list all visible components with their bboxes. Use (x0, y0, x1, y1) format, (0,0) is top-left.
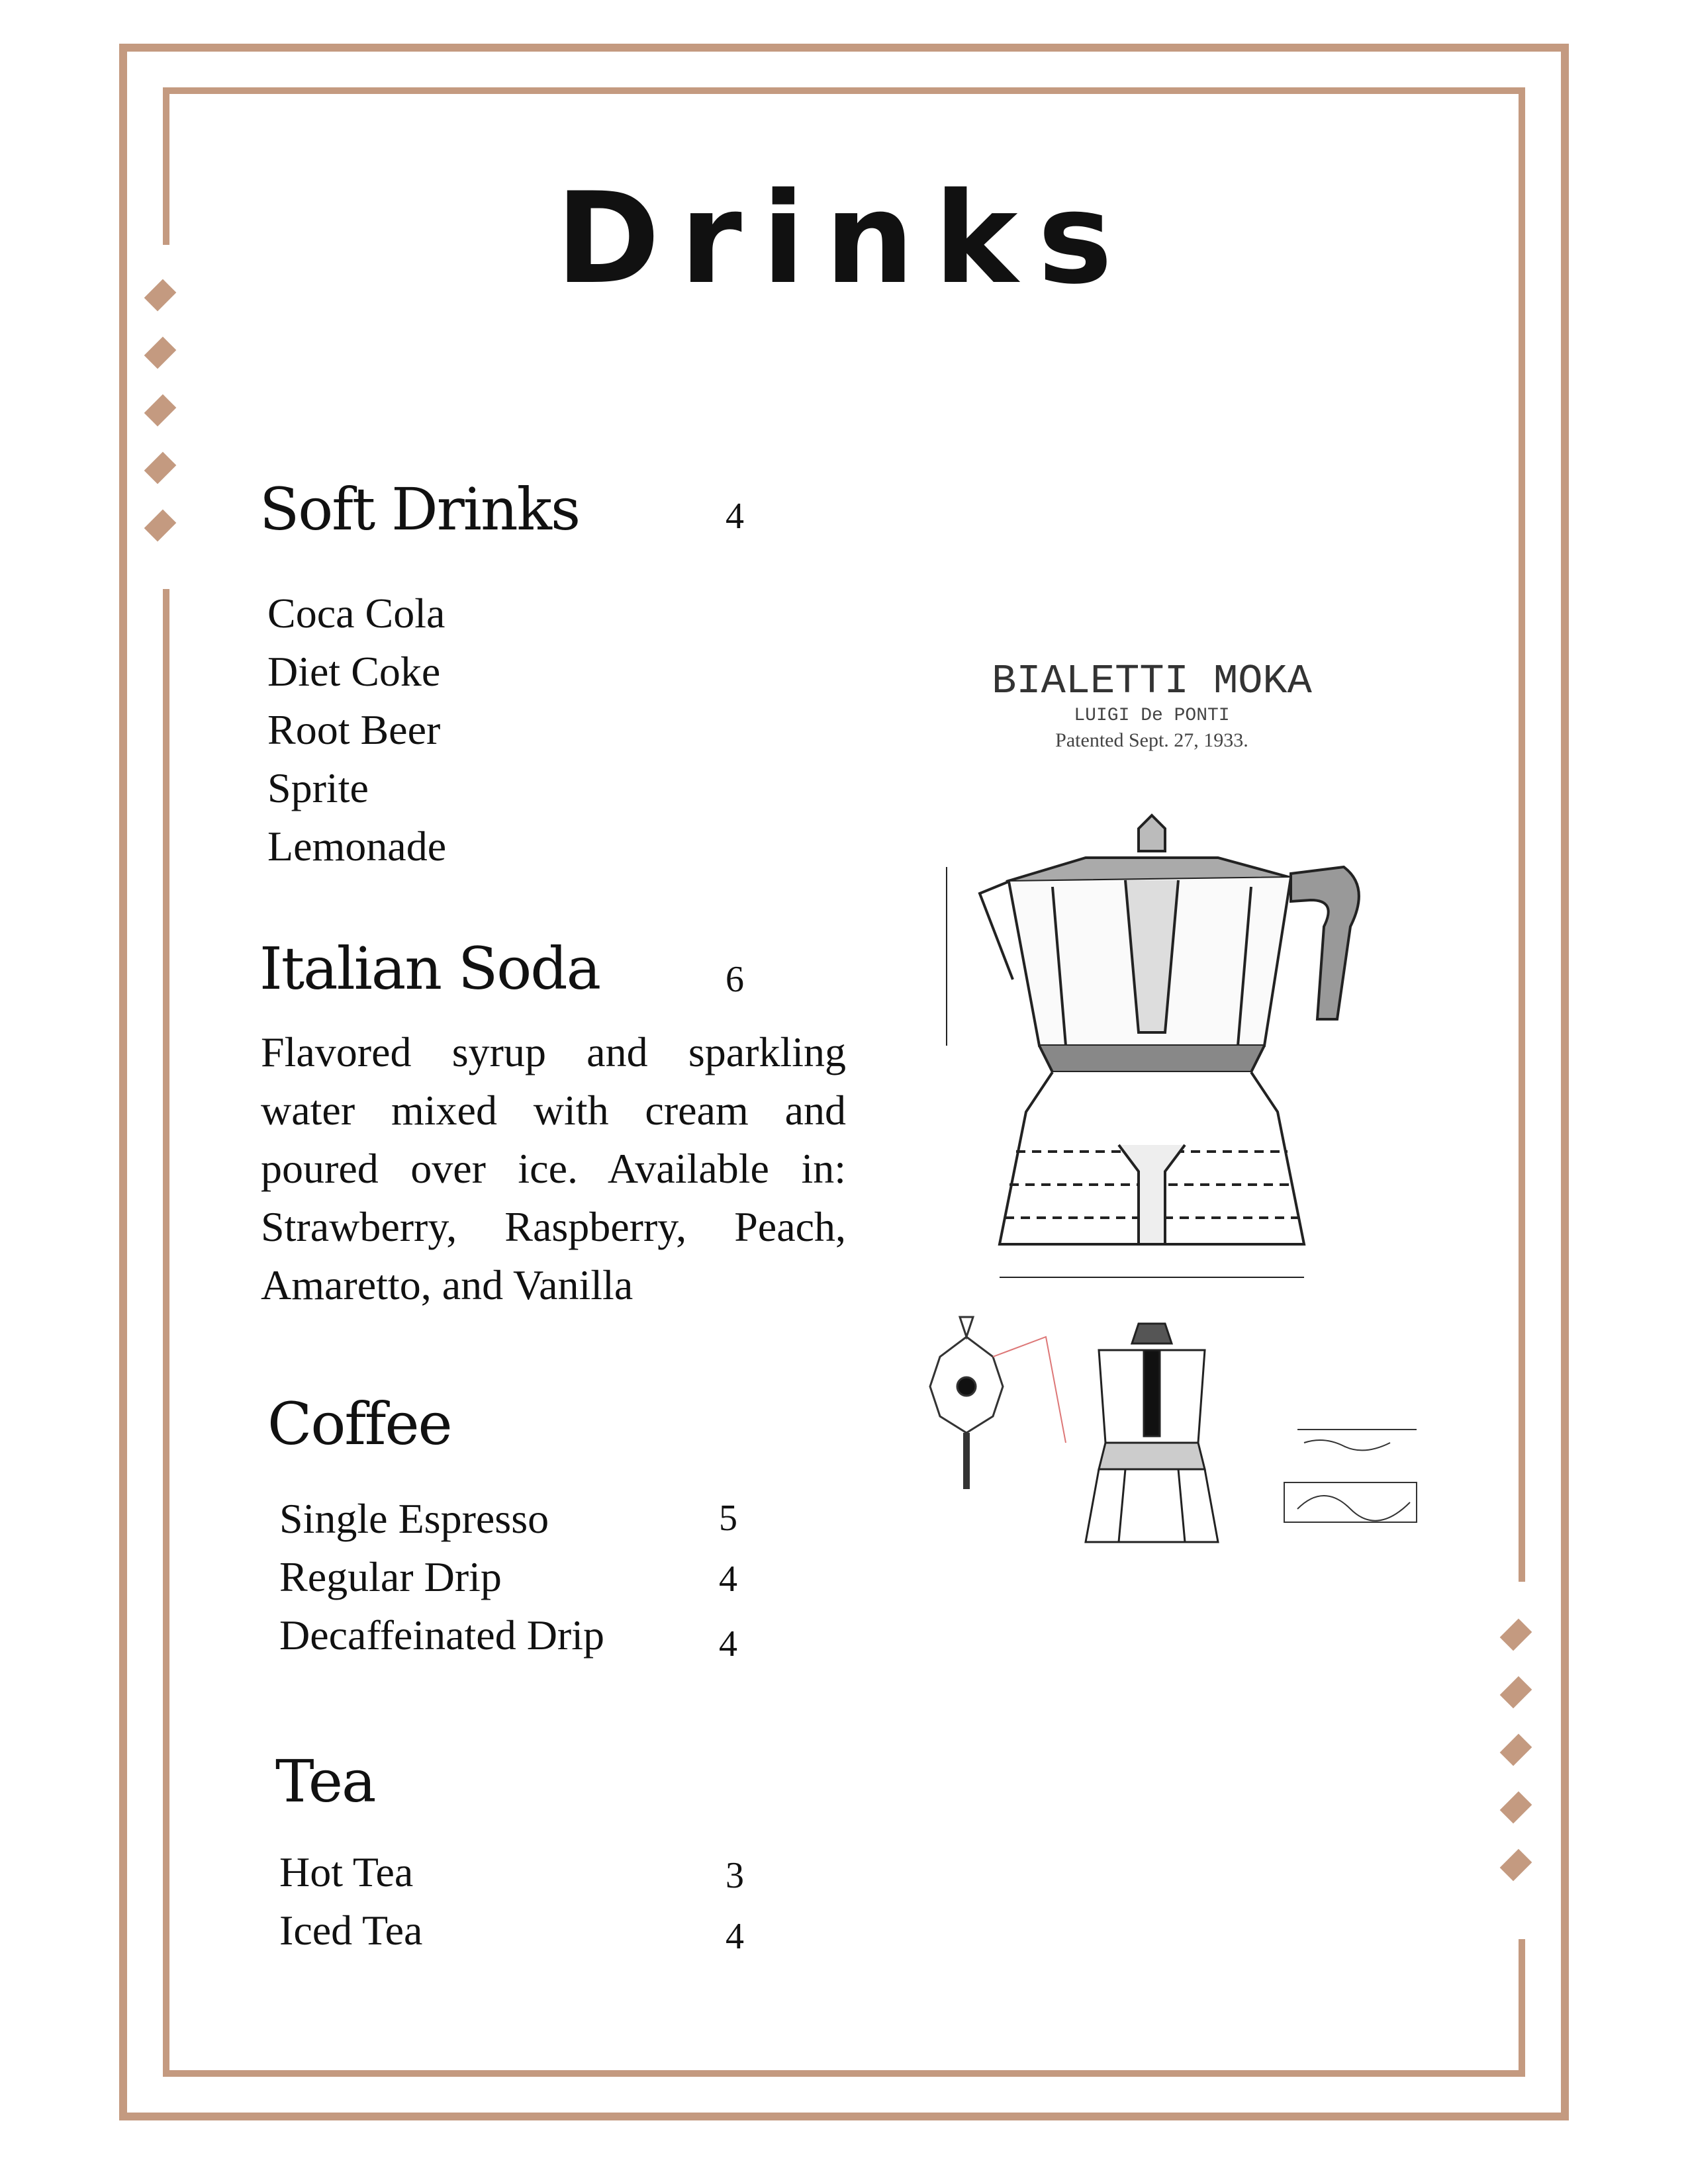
menu-item: Diet Coke (267, 648, 441, 695)
menu-item: Regular Drip (279, 1553, 502, 1600)
moka-pot-side-section (947, 815, 1359, 1277)
menu-item-price: 5 (719, 1498, 737, 1539)
menu-item-price: 4 (719, 1623, 737, 1664)
section-heading-tea: Tea (275, 1747, 375, 1815)
menu-item-price: 4 (719, 1559, 737, 1600)
diamond-ornament-right (1503, 1621, 1540, 1909)
menu-item-price: 3 (726, 1855, 744, 1896)
price-italian-soda: 6 (726, 959, 744, 1000)
diamond-ornament-left (147, 282, 184, 570)
page-title: Drinks (555, 165, 1133, 312)
moka-pot-patent-drawing (887, 649, 1456, 1562)
drawing-caption-inventor: LUIGI De PONTI (1074, 705, 1230, 726)
section-heading-soft-drinks: Soft Drinks (259, 475, 580, 543)
menu-item-price: 4 (726, 1916, 744, 1957)
menu-item: Hot Tea (279, 1848, 414, 1895)
menu-item: Decaffeinated Drip (279, 1612, 604, 1659)
patent-signature (1284, 1430, 1417, 1522)
menu-item: Root Beer (267, 706, 441, 753)
menu-item: Coca Cola (267, 590, 445, 637)
drawing-caption-title: BIALETTI MOKA (992, 658, 1312, 705)
menu-item: Sprite (267, 764, 369, 811)
drawing-caption-patent: Patented Sept. 27, 1933. (1055, 729, 1248, 751)
moka-pot-front-view (1086, 1324, 1218, 1542)
menu-item: Iced Tea (279, 1907, 423, 1954)
section-heading-coffee: Coffee (267, 1390, 451, 1458)
section-heading-italian-soda: Italian Soda (259, 934, 600, 1003)
menu-item: Single Espresso (279, 1495, 549, 1542)
italian-soda-description: Flavored syrup and sparkling water mixed with cream and poured over ice. Available in: Strawberry, Raspberry, Peach, Amaretto, and Vanilla (261, 1028, 846, 1308)
menu-item: Lemonade (267, 823, 447, 870)
price-soft-drinks: 4 (726, 496, 744, 537)
moka-pot-top-view (930, 1317, 1066, 1489)
